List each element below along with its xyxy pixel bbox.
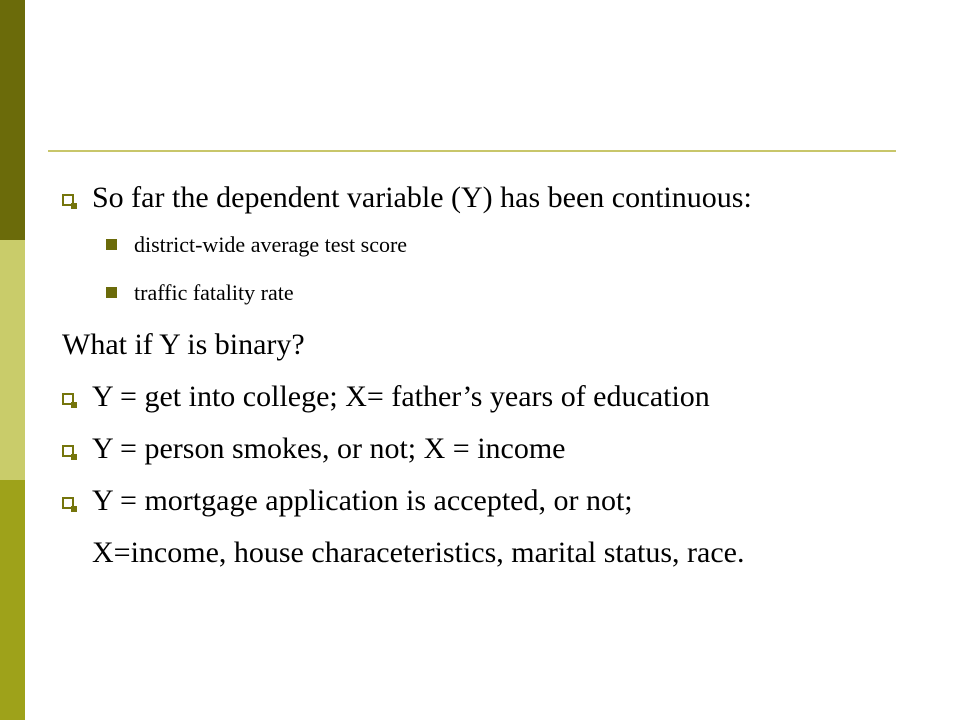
filled-square-bullet-icon — [106, 239, 117, 250]
square-bullet-icon — [62, 497, 74, 509]
square-bullet-icon — [62, 393, 74, 405]
sub-bullet-text: traffic fatality rate — [134, 280, 294, 305]
square-bullet-icon — [62, 445, 74, 457]
square-bullet-icon — [62, 194, 74, 206]
bullet-text: Y = mortgage application is accepted, or not; — [92, 484, 633, 517]
bullet-text: Y = person smokes, or not; X = income — [92, 432, 566, 465]
bullet-text-continuation: X=income, house characeteristics, marital status, race. — [92, 536, 745, 569]
sub-bullet-text: district-wide average test score — [134, 232, 408, 257]
filled-square-bullet-icon — [106, 287, 117, 298]
plain-text-line: What if Y is binary? — [62, 328, 305, 361]
bullet-text: So far the dependent variable (Y) has been continuous: — [92, 181, 752, 214]
bullet-text: Y = get into college; X= father’s years of education — [92, 380, 710, 413]
